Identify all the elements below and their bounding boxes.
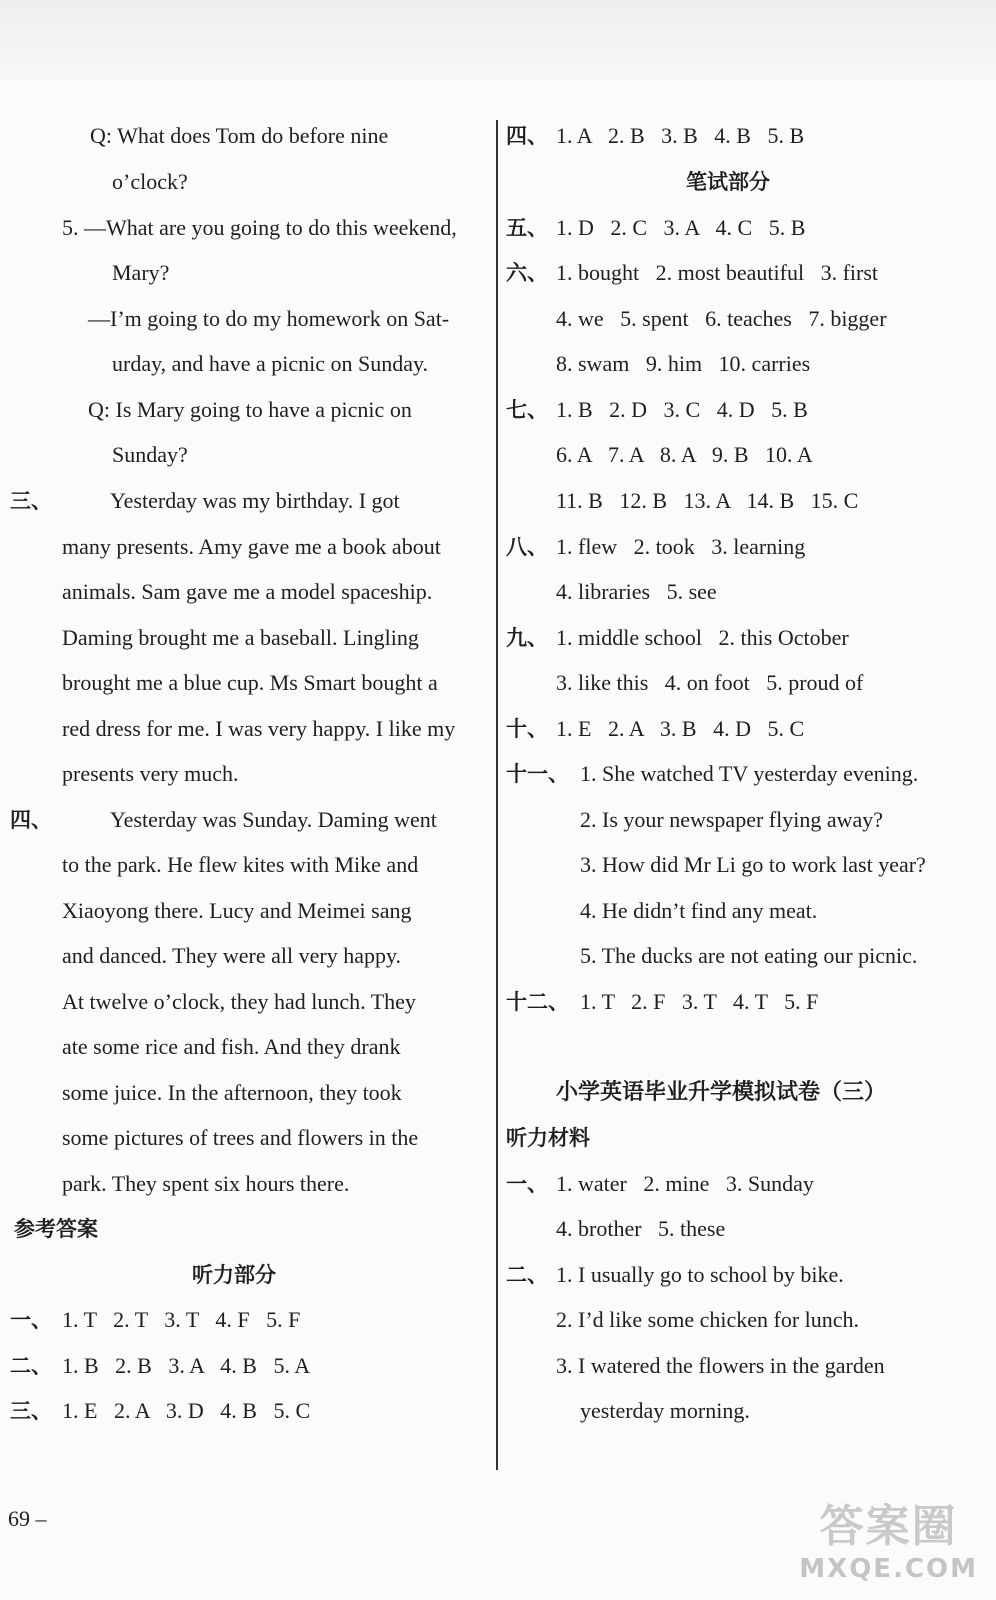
passage-line: many presents. Amy gave me a book about [62, 534, 441, 559]
question-line: o’clock? [112, 169, 188, 194]
material-line: 1. water 2. mine 3. Sunday [556, 1171, 814, 1196]
passage-line: At twelve o’clock, they had lunch. They [62, 989, 416, 1014]
passage-line: park. They spent six hours there. [62, 1171, 350, 1196]
watermark-logo-text: 答案圈 [819, 1501, 958, 1552]
answer-line: 1. D 2. C 3. A 4. C 5. B [556, 215, 806, 240]
passage-line: Yesterday was my birthday. I got [110, 488, 400, 513]
page-number: 69 – [8, 1506, 47, 1531]
passage-line: to the park. He flew kites with Mike and [62, 852, 419, 877]
answer-line: 1. bought 2. most beautiful 3. first [556, 260, 879, 285]
passage-line: and danced. They were all very happy. [62, 943, 402, 968]
section-label: 三、 [10, 1399, 52, 1423]
watermark-url: MXQE.COM [799, 1554, 978, 1584]
section-label: 十一、 [506, 762, 569, 786]
answer-line: 5. The ducks are not eating our picnic. [580, 943, 918, 968]
section-label: 四、 [506, 124, 548, 148]
watermark [799, 1490, 978, 1584]
section-label: 四、 [10, 808, 52, 832]
answer-line: 8. swam 9. him 10. carries [556, 351, 811, 376]
section-label: 二、 [10, 1354, 52, 1378]
answer-line: 1. B 2. D 3. C 4. D 5. B [556, 397, 808, 422]
section-label: 十二、 [506, 990, 569, 1014]
answer-line: 1. B 2. B 3. A 4. B 5. A [62, 1353, 311, 1378]
item-5-question: Q: Is Mary going to have a picnic on [88, 397, 412, 422]
passage-line: red dress for me. I was very happy. I like my [62, 716, 456, 741]
passage-line: Daming brought me a baseball. Lingling [62, 625, 419, 650]
section-label: 五、 [506, 216, 548, 240]
material-line: yesterday morning. [580, 1398, 750, 1423]
passage-line: Xiaoyong there. Lucy and Meimei sang [62, 898, 412, 923]
passage-line: brought me a blue cup. Ms Smart bought a [62, 670, 438, 695]
section-label: 一、 [10, 1308, 52, 1332]
passage-line: animals. Sam gave me a model spaceship. [62, 579, 433, 604]
item-5-question: Sunday? [112, 442, 188, 467]
section-label: 六、 [506, 261, 548, 285]
answer-line: 1. T 2. F 3. T 4. T 5. F [580, 989, 819, 1014]
item-5-line: —I’m going to do my homework on Sat- [88, 306, 450, 331]
answer-line: 1. She watched TV yesterday evening. [580, 761, 919, 786]
answer-line: 1. A 2. B 3. B 4. B 5. B [556, 123, 805, 148]
answer-line: 3. How did Mr Li go to work last year? [580, 852, 926, 877]
section-label: 十、 [506, 717, 548, 741]
answer-line: 11. B 12. B 13. A 14. B 15. C [556, 488, 859, 513]
section-label: 八、 [506, 535, 548, 559]
answer-line: 6. A 7. A 8. A 9. B 10. A [556, 442, 813, 467]
section-label: 九、 [506, 626, 548, 650]
answer-line: 1. E 2. A 3. D 4. B 5. C [62, 1398, 311, 1423]
passage-line: presents very much. [62, 761, 239, 786]
answer-line: 4. we 5. spent 6. teaches 7. bigger [556, 306, 887, 331]
answer-line: 3. like this 4. on foot 5. proud of [556, 670, 864, 695]
material-line: 4. brother 5. these [556, 1216, 726, 1241]
question-line: Q: What does Tom do before nine [90, 123, 389, 148]
answer-line: 1. middle school 2. this October [556, 625, 849, 650]
section-label: 七、 [506, 398, 548, 422]
passage-line: ate some rice and fish. And they drank [62, 1034, 401, 1059]
material-heading: 听力材料 [506, 1126, 590, 1150]
item-5-line: 5. —What are you going to do this weekend, [62, 215, 457, 240]
page-top-shadow [0, 0, 996, 80]
material-line: 3. I watered the flowers in the garden [556, 1353, 885, 1378]
written-heading: 笔试部分 [686, 170, 770, 194]
answers-heading: 参考答案 [14, 1217, 98, 1241]
section-label: 三、 [10, 489, 52, 513]
passage-line: Yesterday was Sunday. Daming went [110, 807, 437, 832]
material-line: 1. I usually go to school by bike. [556, 1262, 844, 1287]
item-5-line: urday, and have a picnic on Sunday. [112, 351, 429, 376]
exam-title: 小学英语毕业升学模拟试卷（三） [556, 1080, 887, 1105]
section-label: 二、 [506, 1263, 548, 1287]
answer-line: 1. flew 2. took 3. learning [556, 534, 806, 559]
answer-line: 4. libraries 5. see [556, 579, 717, 604]
listening-heading: 听力部分 [192, 1263, 276, 1287]
item-5-line: Mary? [112, 260, 170, 285]
section-label: 一、 [506, 1172, 548, 1196]
column-divider [496, 120, 498, 1470]
answer-line: 1. E 2. A 3. B 4. D 5. C [556, 716, 805, 741]
passage-line: some juice. In the afternoon, they took [62, 1080, 402, 1105]
material-line: 2. I’d like some chicken for lunch. [556, 1307, 860, 1332]
passage-line: some pictures of trees and flowers in the [62, 1125, 419, 1150]
answer-line: 2. Is your newspaper flying away? [580, 807, 884, 832]
answer-line: 1. T 2. T 3. T 4. F 5. F [62, 1307, 301, 1332]
answer-line: 4. He didn’t find any meat. [580, 898, 818, 923]
